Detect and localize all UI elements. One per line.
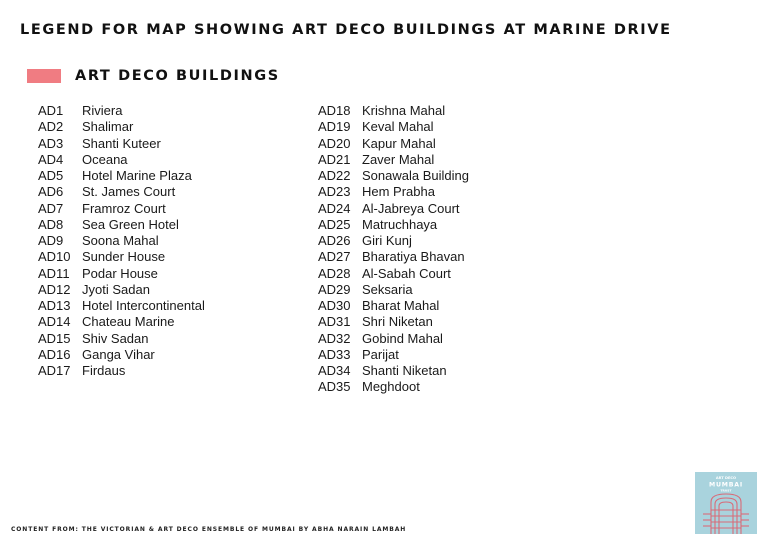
building-code: AD32 <box>318 330 351 346</box>
building-code: AD29 <box>318 281 351 297</box>
building-entry <box>318 347 469 363</box>
building-code: AD30 <box>318 298 351 313</box>
building-code: AD5 <box>38 168 64 183</box>
building-code: AD6 <box>38 184 64 200</box>
buildings-list-left <box>38 103 205 379</box>
art-deco-mumbai-logo <box>695 472 757 534</box>
building-name: Shanti Niketan <box>362 363 447 378</box>
building-name: Hotel Marine Plaza <box>82 168 192 183</box>
building-entry <box>318 152 469 168</box>
logo-graphic <box>695 472 757 534</box>
building-entry <box>38 282 205 298</box>
building-entry <box>318 266 469 282</box>
building-code: AD3 <box>38 135 64 151</box>
building-code: AD31 <box>318 314 351 330</box>
building-code: AD19 <box>318 119 351 135</box>
building-code: AD10 <box>38 249 71 265</box>
building-entry <box>38 168 205 184</box>
building-entry <box>38 314 205 330</box>
building-entry <box>318 103 469 119</box>
building-entry <box>38 266 205 282</box>
building-name: Parijat <box>362 346 399 362</box>
building-name: Shanti Kuteer <box>82 135 161 151</box>
building-code: AD33 <box>318 346 351 362</box>
building-name: Al-Sabah Court <box>362 265 451 281</box>
building-code: AD4 <box>38 151 64 167</box>
building-name: Kapur Mahal <box>362 135 436 151</box>
building-name: Krishna Mahal <box>362 103 446 118</box>
building-entry <box>38 119 205 135</box>
building-entry <box>38 298 205 314</box>
building-name: Hem Prabha <box>362 184 435 200</box>
building-name: Sunder House <box>82 249 166 265</box>
source-credit: CONTENT FROM: THE VICTORIAN & ART DECO ENSEMBLE OF MUMBAI BY ABHA NARAIN LAMBAH <box>11 526 407 533</box>
legend-entry <box>27 68 280 84</box>
building-name: Chateau Marine <box>82 314 175 330</box>
building-code: AD14 <box>38 314 71 330</box>
building-name: Riviera <box>82 103 123 118</box>
building-name: Sonawala Building <box>362 168 469 183</box>
legend-swatch <box>27 69 61 83</box>
building-code: AD34 <box>318 363 351 378</box>
building-name: Matruchhaya <box>362 216 438 232</box>
building-code: AD23 <box>318 184 351 200</box>
building-name: Gobind Mahal <box>362 330 443 346</box>
building-entry <box>38 152 205 168</box>
building-entry <box>38 136 205 152</box>
building-code: AD24 <box>318 200 351 216</box>
building-entry <box>38 347 205 363</box>
building-code: AD13 <box>38 298 71 313</box>
building-name: Seksaria <box>362 281 413 297</box>
building-entry <box>318 201 469 217</box>
building-code: AD28 <box>318 265 351 281</box>
building-entry <box>318 298 469 314</box>
building-code: AD9 <box>38 233 64 248</box>
building-name: Shri Niketan <box>362 314 433 330</box>
building-name: Al-Jabreya Court <box>362 200 460 216</box>
building-name: Podar House <box>82 265 158 281</box>
building-code: AD12 <box>38 281 71 297</box>
building-name: Keval Mahal <box>362 119 434 135</box>
building-code: AD18 <box>318 103 351 118</box>
building-name: Firdaus <box>82 363 126 378</box>
building-name: Giri Kunj <box>362 233 412 248</box>
building-name: Bharat Mahal <box>362 298 440 313</box>
building-name: Framroz Court <box>82 200 166 216</box>
building-code: AD22 <box>318 168 351 183</box>
building-code: AD16 <box>38 346 71 362</box>
building-entry <box>318 249 469 265</box>
building-entry <box>318 363 469 379</box>
building-code: AD25 <box>318 216 351 232</box>
building-entry <box>38 201 205 217</box>
building-code: AD35 <box>318 379 351 395</box>
building-entry <box>38 331 205 347</box>
building-name: Sea Green Hotel <box>82 216 179 232</box>
building-entry <box>318 168 469 184</box>
building-name: Shalimar <box>82 119 134 135</box>
building-name: Hotel Intercontinental <box>82 298 205 313</box>
building-entry <box>318 217 469 233</box>
building-name: Zaver Mahal <box>362 151 435 167</box>
building-name: Soona Mahal <box>82 233 159 248</box>
legend-label: ART DECO BUILDINGS <box>75 68 280 84</box>
building-entry <box>318 119 469 135</box>
buildings-list-right <box>318 103 469 396</box>
building-entry <box>318 282 469 298</box>
building-code: AD8 <box>38 216 64 232</box>
building-code: AD1 <box>38 103 64 118</box>
building-entry <box>318 233 469 249</box>
logo-text-line3: TRUST <box>720 488 732 493</box>
building-name: Shiv Sadan <box>82 330 149 346</box>
building-entry <box>318 379 469 395</box>
building-name: Meghdoot <box>362 379 420 395</box>
building-entry <box>38 363 205 379</box>
building-name: St. James Court <box>82 184 176 200</box>
building-code: AD20 <box>318 135 351 151</box>
building-code: AD15 <box>38 330 71 346</box>
building-name: Oceana <box>82 151 128 167</box>
building-entry <box>318 331 469 347</box>
building-entry <box>38 184 205 200</box>
page-title: LEGEND FOR MAP SHOWING ART DECO BUILDINGS AT MARINE DRIVE <box>20 22 672 38</box>
logo-text-line2: MUMBAI <box>709 481 743 489</box>
building-entry <box>318 136 469 152</box>
building-code: AD27 <box>318 249 351 265</box>
building-entry <box>38 103 205 119</box>
building-code: AD2 <box>38 119 64 135</box>
building-code: AD26 <box>318 233 351 248</box>
building-code: AD11 <box>38 265 70 281</box>
building-code: AD21 <box>318 151 351 167</box>
building-entry <box>38 249 205 265</box>
building-entry <box>38 233 205 249</box>
building-code: AD17 <box>38 363 71 378</box>
logo-text-line1: ART DECO <box>715 476 737 480</box>
building-name: Ganga Vihar <box>82 346 155 362</box>
building-name: Bharatiya Bhavan <box>362 249 465 265</box>
building-entry <box>38 217 205 233</box>
building-entry <box>318 314 469 330</box>
building-name: Jyoti Sadan <box>82 281 150 297</box>
building-entry <box>318 184 469 200</box>
building-code: AD7 <box>38 200 64 216</box>
building-icon <box>703 494 749 534</box>
